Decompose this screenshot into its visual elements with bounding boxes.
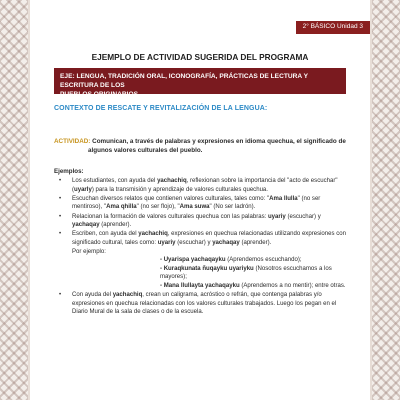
bullet-icon: • <box>59 231 62 238</box>
examples-label: Ejemplos: <box>54 168 84 175</box>
sub-example: - Uyarispa yachaqayku (Aprendemos escuchando); <box>160 257 302 264</box>
list-item: • Con ayuda del yachachiq, crean un caligrama, acróstico o refrán, que contenga palabras y/o expresiones en quechua relacionadas con los valores culturales trabajados. Luego los pegan en el Diario Mural de la sala de clases o de la escuela. <box>59 292 337 316</box>
example-intro: Por ejemplo: <box>72 248 106 255</box>
eje-line-1: EJE: LENGUA, TRADICIÓN ORAL, ICONOGRAFÍA, PRÁCTICAS DE LECTURA Y ESCRITURA DE LOS <box>60 72 308 89</box>
bullet-icon: • <box>59 213 62 220</box>
grade-unit-badge: 2° BÁSICO Unidad 3 <box>296 21 370 34</box>
decorative-border-right <box>372 0 400 400</box>
activity-text-2: algunos valores culturales del pueblo. <box>88 146 203 154</box>
bullet-icon: • <box>59 292 62 299</box>
list-item: • Relacionan la formación de valores culturales quechua con las palabras: uyariy (escuchar) y yachaqay (aprender). <box>59 213 321 229</box>
sub-example: - Kuraqkunata ñuqayku uyariyku (Nosotros escuchamos a los mayores); <box>160 265 332 281</box>
decorative-border-left <box>0 0 28 400</box>
examples-list <box>54 177 346 317</box>
section-heading-contexto: CONTEXTO DE RESCATE Y REVITALIZACIÓN DE LA LENGUA: <box>54 105 268 112</box>
list-item: • Escuchan diversos relatos que contienen valores culturales, tales como: "Ama llulla" (no ser mentiroso), "Ama qhilla" (no ser flojo), "Ama suwa" (No ser ladrón). <box>59 195 321 211</box>
list-item: • Los estudiantes, con ayuda del yachachiq, reflexionan sobre la importancia del "acto de escuchar" (uyarly) para la transmisión y aprendizaje de valores culturales quechua. <box>59 178 338 193</box>
eje-banner <box>54 68 346 99</box>
page-title: EJEMPLO DE ACTIVIDAD SUGERIDA DEL PROGRAMA <box>91 52 309 62</box>
eje-line-2: PUEBLOS ORIGINARIOS. <box>60 91 140 99</box>
bullet-icon: • <box>59 178 62 184</box>
activity-text-1: Comunican, a través de palabras y expresiones en idioma quechua, el significado de <box>90 138 346 145</box>
sub-example: - Mana llullayta yachaqayku (Aprendemos a no mentir); entre otras. <box>160 282 346 289</box>
activity-statement <box>54 138 346 155</box>
list-item: • Escriben, con ayuda del yachachiq, expresiones en quechua relacionadas utilizando expresiones con significado cultural, tales como: uyariy (escuchar) y yachaqay (aprender). Por ejemplo: - Uyarispa yachaqayku (Aprendemos escuchando); - Kuraqkunata ñuqayku uyariyku (Nosotros escuchamos a los mayores); - Mana llullayta yachaqayku (Aprendemos a no mentir); entre otras. <box>59 231 346 289</box>
bullet-icon: • <box>59 195 62 202</box>
activity-label: ACTIVIDAD: <box>54 138 91 145</box>
